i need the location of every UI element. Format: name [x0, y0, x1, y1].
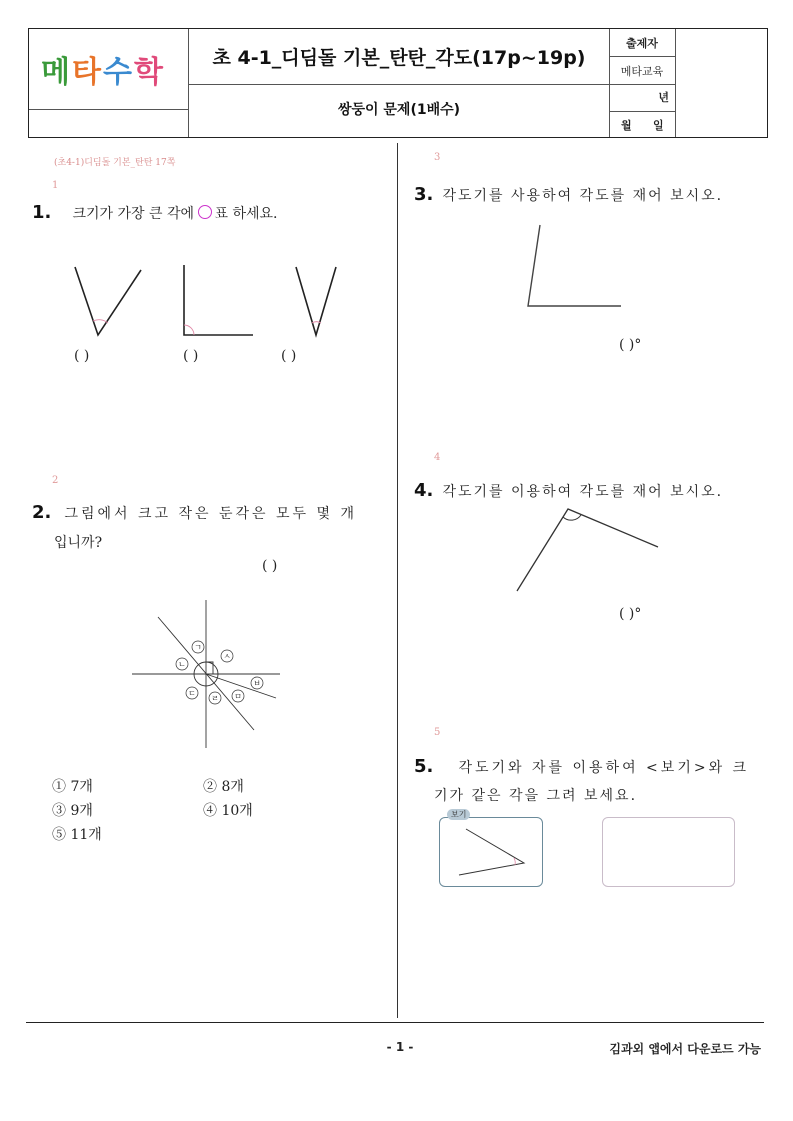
answer-blank[interactable]: ( )°	[619, 337, 642, 353]
footer-note: 김과외 앱에서 다운로드 가능	[609, 1042, 761, 1056]
svg-text:ㅂ: ㅂ	[253, 679, 261, 688]
page-title: 초 4-1_디딤돌 기본_탄탄_각도(17p~19p)	[212, 47, 586, 69]
month-label: 월	[621, 119, 632, 132]
question-text-line2: 입니까?	[54, 535, 103, 551]
page-number: - 1 -	[386, 1040, 414, 1054]
author-value: 메타교육	[620, 65, 664, 78]
answer-blank-c[interactable]: ( )	[281, 348, 297, 364]
header-divider	[675, 29, 676, 137]
question-3	[414, 184, 723, 205]
svg-text:ㄷ: ㄷ	[188, 689, 196, 698]
choice-2[interactable]: ② 8개	[203, 779, 244, 795]
source-note: (초4-1)디딤돌 기본_탄탄 17쪽	[54, 158, 176, 168]
answer-blank[interactable]: ( )	[262, 558, 278, 574]
svg-text:ㄴ: ㄴ	[178, 660, 186, 669]
day-label: 일	[653, 119, 664, 132]
question-2	[32, 502, 362, 523]
choice-3[interactable]: ③ 9개	[52, 803, 93, 819]
logo	[41, 47, 181, 91]
answer-blank-a[interactable]: ( )	[74, 348, 90, 364]
footer-divider	[26, 1022, 764, 1023]
answer-blank[interactable]: ( )°	[619, 606, 642, 622]
choice-4[interactable]: ④ 10개	[203, 803, 253, 819]
q1-angles-figure	[60, 255, 360, 345]
question-text: 크기가 가장 큰 각에	[72, 206, 199, 222]
answer-blank-b[interactable]: ( )	[183, 348, 199, 364]
question-text-line2: 기가 같은 각을 그려 보세요.	[434, 788, 638, 804]
column-divider	[397, 143, 398, 1018]
svg-text:ㄱ: ㄱ	[194, 643, 202, 652]
question-1	[32, 202, 277, 223]
header-divider	[609, 111, 675, 112]
question-text: 표 하세요.	[214, 206, 278, 222]
choice-5[interactable]: ⑤ 11개	[52, 827, 102, 843]
year-label: 년	[658, 91, 669, 104]
logo-char: 메	[41, 55, 72, 90]
svg-text:ㅁ: ㅁ	[234, 692, 242, 701]
question-index: 1	[52, 180, 59, 191]
svg-text:ㄹ: ㄹ	[211, 694, 219, 703]
example-label: 보기	[447, 809, 470, 820]
circle-mark-icon	[198, 205, 212, 219]
author-label: 출제자	[626, 37, 658, 50]
question-number: 5.	[414, 756, 434, 777]
question-text: 각도기를 사용하여 각도를 재어 보시오.	[442, 188, 724, 204]
example-angle-figure	[440, 818, 544, 888]
header-divider	[609, 84, 675, 85]
example-box	[439, 817, 543, 887]
question-index: 3	[434, 152, 441, 163]
q3-angle-figure	[520, 220, 630, 315]
logo-char: 타	[71, 55, 103, 90]
question-number: 2.	[32, 502, 52, 523]
question-number: 4.	[414, 480, 434, 501]
page-subtitle: 쌍둥이 문제(1배수)	[337, 102, 461, 118]
question-index: 2	[52, 475, 59, 486]
question-number: 1.	[32, 202, 52, 223]
logo-char: 수	[102, 55, 134, 90]
question-text: 각도기와 자를 이용하여 <보기>와 크	[458, 760, 750, 776]
drawing-area[interactable]	[602, 817, 735, 887]
question-4	[414, 480, 723, 501]
logo-char: 학	[133, 55, 165, 90]
question-5	[414, 756, 759, 777]
header-divider	[188, 84, 609, 85]
question-text: 각도기를 이용하여 각도를 재어 보시오.	[442, 484, 724, 500]
q4-angle-figure	[510, 505, 670, 600]
header-table	[28, 28, 768, 138]
question-index: 5	[434, 727, 441, 738]
question-number: 3.	[414, 184, 434, 205]
q2-lines-figure	[120, 595, 300, 755]
choice-1[interactable]: ① 7개	[52, 779, 93, 795]
svg-text:ㅅ: ㅅ	[223, 652, 231, 661]
header-divider	[29, 109, 188, 110]
question-text: 그림에서 크고 작은 둔각은 모두 몇 개	[64, 506, 358, 522]
question-index: 4	[434, 452, 441, 463]
header-divider	[609, 56, 675, 57]
